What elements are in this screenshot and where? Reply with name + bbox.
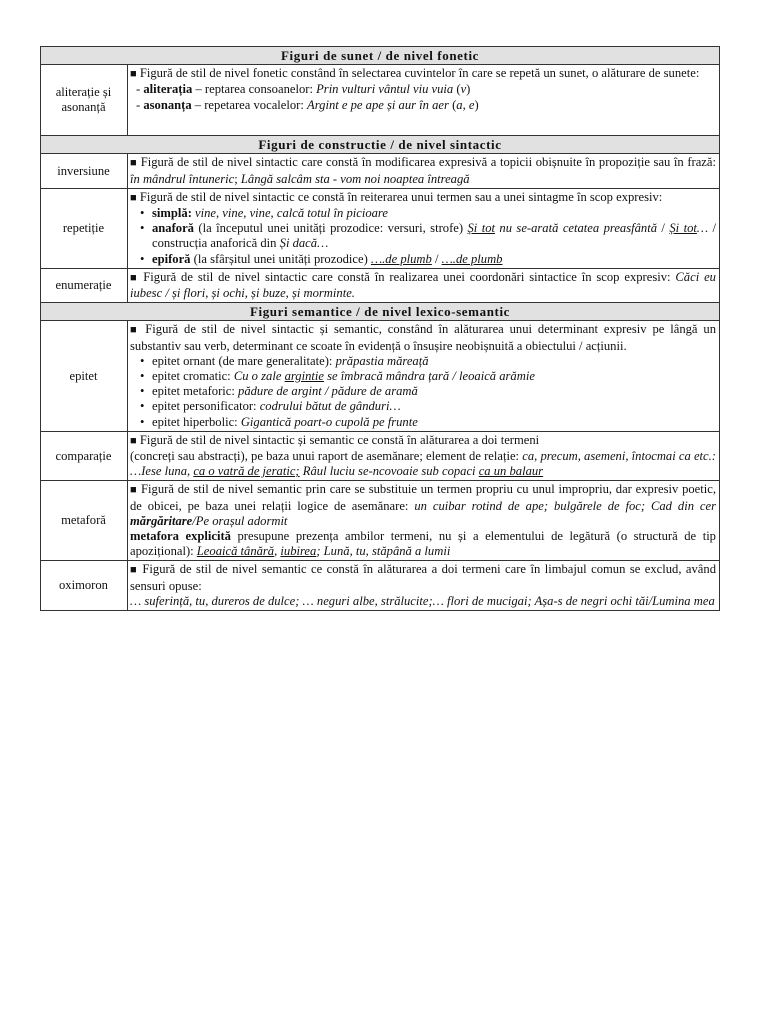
row-epitet <box>41 321 720 431</box>
list-item: • epitet hiperbolic: Gigantică poart-o cupolă pe frunte <box>130 415 716 430</box>
square-bullet-icon: ■ <box>130 157 138 170</box>
square-bullet-icon: ■ <box>130 484 138 497</box>
def-comparatie: ■ Figură de stil de nivel sintactic și semantic ce constă în alăturarea a doi termeni (concreți sau abstracți), pe baza unui raport de asemănare; element de relație: ca, precum, asemeni, întocmai ca etc.: …Iese luna, ca o vatră de jeratic; Râul luciu se-ncovoaie sub copaci ca un balaur <box>128 431 720 481</box>
list-item: • epitet personificator: codrului bătut de gânduri… <box>130 399 716 414</box>
def-repetitie: ■ Figură de stil de nivel sintactic ce constă în reiterarea unui termen sau a unei sintagme în scop expresiv: • simplă: vine, vine, vine, calcă totul în picioare • anaforă (la începutul unei unități prozodice: versuri, strofe) Și tot nu se-arată cetatea preasfântă / Și tot… / construcția anaforică din Și dacă… • epiforă (la sfârșitul unei unități prozodice) ….de plumb / ….de plumb <box>128 188 720 268</box>
row-oximoron <box>41 561 720 611</box>
def-epitet: ■ Figură de stil de nivel sintactic și semantic, constând în alăturarea unui determinant expresiv pe lângă un substantiv sau verb, determinant ce scoate în evidență o însușire neobișnuită a obiectului / acțiunii. • epitet ornant (de mare generalitate): prăpastia măreață • epitet cromatic: Cu o zale argintie se îmbracă mândra țară / leoaică arămie • epitet metaforic: pădure de argint / pădure de aramă • epitet personificator: codrului bătut de gânduri… • epitet hiperbolic: Gigantică poart-o cupolă pe frunte <box>128 321 720 431</box>
row-aliteratie <box>41 65 720 136</box>
term-inversiune: inversiune <box>41 154 128 188</box>
term-repetitie: repetiție <box>41 188 128 268</box>
square-bullet-icon: ■ <box>130 271 139 284</box>
square-bullet-icon: ■ <box>130 191 137 204</box>
row-inversiune <box>41 154 720 188</box>
def-oximoron: ■ Figură de stil de nivel semantic ce constă în alăturarea a doi termeni care în limbajul comun se exclud, având sensuri opuse: … suferință, tu, dureros de dulce; … neguri albe, strălucite;… flori de mucigai; Așa-s de negri ochi tăi/Lumina mea <box>128 561 720 611</box>
term-enumeratie: enumerație <box>41 268 128 302</box>
row-comparatie <box>41 431 720 481</box>
list-item: - asonanța – repetarea vocalelor: Argint e pe ape și aur în aer (a, e) <box>136 97 479 112</box>
list-item: • epitet cromatic: Cu o zale argintie se îmbracă mândra țară / leoaică arămie <box>130 369 716 384</box>
term-oximoron: oximoron <box>41 561 128 611</box>
list-item: • epitet metaforic: pădure de argint / pădure de aramă <box>130 384 716 399</box>
row-enumeratie <box>41 268 720 302</box>
row-metafora <box>41 481 720 561</box>
def-aliteratie: ■ Figură de stil de nivel fonetic constând în selectarea cuvintelor în care se repetă un sunet, o alăturare de sunete: - aliterația – reptarea consoanelor: Prin vulturi vântul viu vuia (v) - asonanța – repetarea vocalelor: Argint e pe ape și aur în aer (a, e) <box>128 65 720 136</box>
term-epitet: epitet <box>41 321 128 431</box>
term-metafora: metaforă <box>41 481 128 561</box>
row-repetitie <box>41 188 720 268</box>
square-bullet-icon: ■ <box>130 324 140 337</box>
square-bullet-icon: ■ <box>130 564 138 577</box>
square-bullet-icon: ■ <box>130 68 137 81</box>
term-comparatie: comparație <box>41 431 128 481</box>
square-bullet-icon: ■ <box>130 434 137 447</box>
section-header-fonetic: Figuri de sunet / de nivel fonetic <box>41 47 720 65</box>
def-inversiune: ■ Figură de stil de nivel sintactic care constă în modificarea expresivă a topicii obișnuite în propoziție sau în frază: în mândrul întuneric; Lângă salcâm sta - vom noi noaptea întreagă <box>128 154 720 188</box>
def-metafora: ■ Figură de stil de nivel semantic prin care se substituie un termen propriu cu unul impropriu, dar expresiv poetic, de obicei, pe baza unei relații logice de asemănare: un cuibar rotind de ape; bulgărele de foc; Cad din cer mărgăritare/Pe orașul adormit metafora explicită presupune prezența ambilor termeni, nu și a elementului de legătură (o structură de tip apozițional): Leoaică tânără, iubirea; Lună, tu, stăpână a lumii <box>128 481 720 561</box>
list-item: • anaforă (la începutul unei unități prozodice: versuri, strofe) Și tot nu se-arată cetatea preasfântă / Și tot… / construcția anaforică din Și dacă… <box>130 221 716 251</box>
def-enumeratie: ■ Figură de stil de nivel sintactic care constă în realizarea unei coordonări sintactice în scop expresiv: Căci eu iubesc / și flori, și ochi, și buze, și morminte. <box>128 268 720 302</box>
figures-table <box>40 46 720 611</box>
list-item: - aliterația – reptarea consoanelor: Prin vulturi vântul viu vuia (v) <box>136 82 471 97</box>
term-aliteratie: aliterație și asonanță <box>41 65 128 136</box>
list-item: • epitet ornant (de mare generalitate): prăpastia măreață <box>130 354 716 369</box>
list-item: • epiforă (la sfârșitul unei unități prozodice) ….de plumb / ….de plumb <box>130 252 716 267</box>
section-header-sintactic: Figuri de constructie / de nivel sintactic <box>41 136 720 154</box>
list-item: • simplă: vine, vine, vine, calcă totul în picioare <box>130 206 716 221</box>
section-header-semantic: Figuri semantice / de nivel lexico-semantic <box>41 303 720 321</box>
